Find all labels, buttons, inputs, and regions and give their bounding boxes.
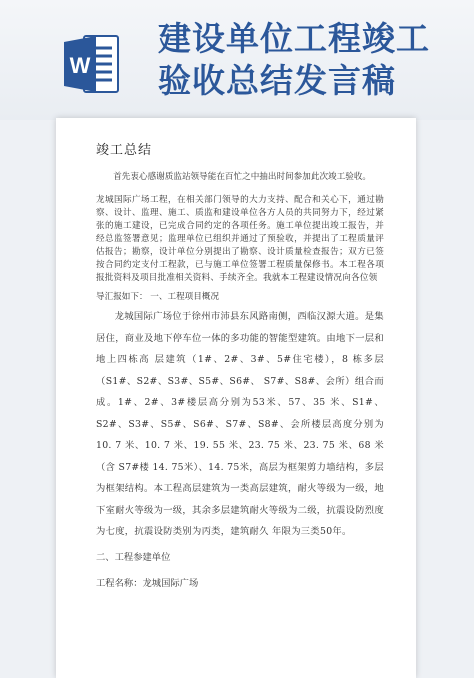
- summary-paragraph: 龙城国际广场工程，在相关部门领导的大力支持、配合和关心下，通过勘察、设计、监理、施工、质监和建设单位各方人员的共同努力下，经过紧张的施工建设，已完成合同约定的各项任务。施工单位提出竣工报告，并经总监签署意见；监理单位已组织并通过了预验收，并提出了工程质量评估报告；勘察，设计单位分别提出了勘察、设计质量检查报告；双方已签 按合同约定支付工程款，已与施工单位签署工程质量保修书。本工程各项 报批资料及项目批准相关资料、手续齐全。我就本工程建设情况向各位领: [96, 195, 384, 283]
- document-title: 建设单位工程竣工验收总结发言稿: [158, 19, 430, 100]
- intro-paragraph: 首先衷心感谢质监站领导能在百忙之中抽出时间参加此次竣工验收。: [113, 172, 372, 182]
- overview-heading-line: 导汇报如下： 一、工程项目概况: [96, 292, 220, 302]
- project-name-line: 工程名称：龙城国际广场: [96, 577, 199, 589]
- word-icon-letter: W: [69, 53, 91, 78]
- word-document-icon: [64, 32, 120, 96]
- participants-section-heading: 二、工程参建单位: [96, 551, 171, 563]
- document-page: [56, 118, 416, 678]
- project-overview-paragraph: 龙城国际广场位于徐州市沛县东风路南侧，西临汉源大道。是集居住，商业及地下停车位一体的多功能的智能型建筑。由地下一层和地上四栋高 层建筑（1#、2#、3#、5#住宅楼），8 栋多层（S1#、S2#、S3#、S5#、S6#、 S7#、S8#、会所）组合而成。1#、2#、3#楼层高分别为53米、57、35 米、S1#、S2#、S3#、S5#、S6#、S7#、S8#、会所楼层高度分别为 10. 7 米、10. 7 米、19. 55 米、23. 75 米、23. 75 米、68 米（含 S7#楼 14. 75米）、14. 75米，高层为框架剪力墙结构，多层为框架结构。本工程高层建筑为一类高层建筑，耐火等级为一级，地下室耐火等级为一级，其余多层建筑耐火等级为二级，抗震设防烈度为七度，抗震设防类别为丙类，建筑耐久 年限为三类50年。: [96, 311, 384, 537]
- section-heading: 竣工总结: [96, 143, 153, 158]
